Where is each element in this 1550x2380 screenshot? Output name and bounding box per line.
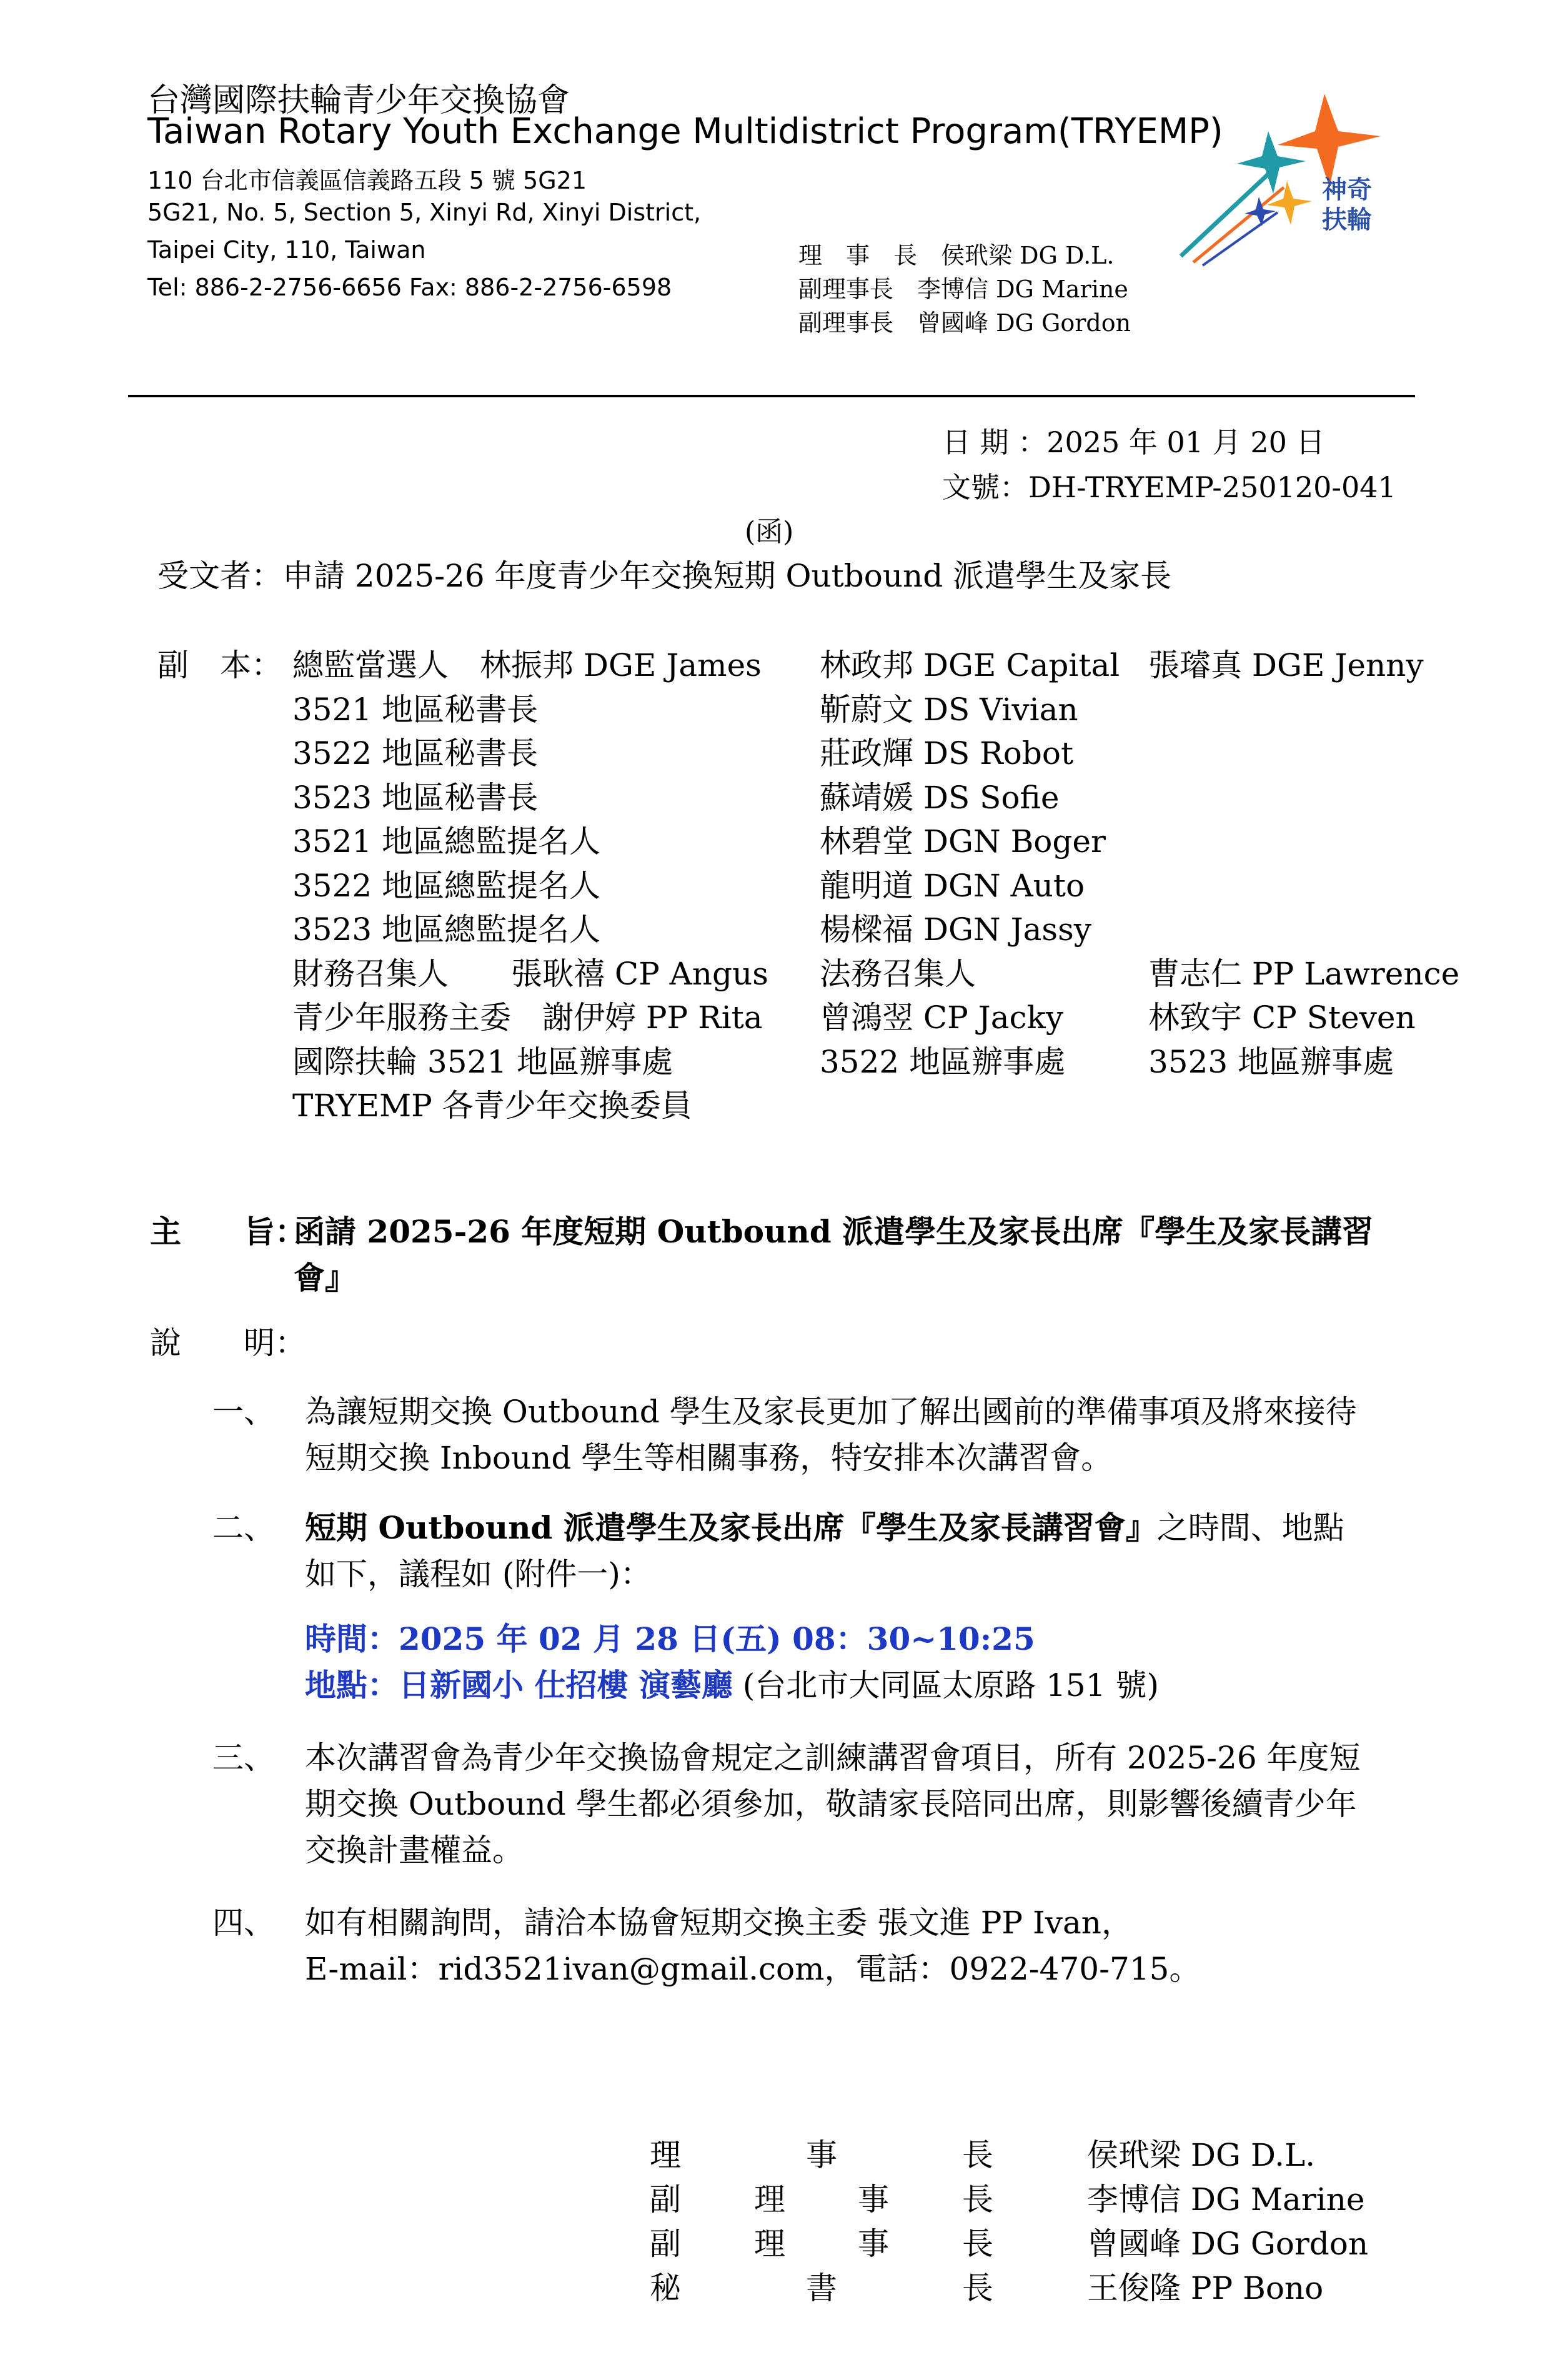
cc-entry: TRYEMP 各青少年交換委員 — [292, 1088, 692, 1124]
signature-title-char: 副 — [650, 2226, 681, 2262]
address-en-1: 5G21, No. 5, Section 5, Xinyi Rd, Xinyi District, — [147, 199, 702, 226]
item-2-line-1 — [305, 1503, 1344, 1548]
signature-title-char: 理 — [754, 2226, 785, 2262]
cc-entry: 法務召集人 — [820, 956, 976, 992]
cc-entry: 林致宇 CP Steven — [1148, 999, 1416, 1036]
item-4-number: 四、 — [212, 1905, 275, 1941]
cc-entry: 莊政輝 DS Robot — [820, 735, 1074, 771]
signature-title-char: 副 — [650, 2181, 681, 2218]
cc-entry: 蘇靖媛 DS Sofie — [820, 780, 1060, 816]
document-date: 日 期 ：2025 年 01 月 20 日 — [942, 425, 1325, 459]
item-2-rest-text: 之時間、地點 — [1156, 1510, 1344, 1546]
signature-title-char: 秘 — [650, 2270, 681, 2306]
cc-entry: 3522 地區秘書長 — [292, 735, 539, 771]
cc-entry: 林政邦 DGE Capital — [820, 647, 1120, 683]
rotary-logo — [1175, 87, 1399, 275]
event-place — [305, 1660, 1159, 1705]
signature-title-char: 理 — [650, 2137, 681, 2173]
document-type: (函) — [745, 516, 794, 548]
cc-label: 副 本： — [157, 647, 282, 683]
recipient: 受文者：申請 2025-26 年度青少年交換短期 Outbound 派遣學生及家長 — [157, 558, 1172, 594]
cc-entry: 3521 地區總監提名人 — [292, 823, 601, 860]
cc-entry: 3523 地區總監提名人 — [292, 911, 601, 948]
item-2-bold-text: 短期 Outbound 派遣學生及家長出席『學生及家長講習會』 — [305, 1509, 1157, 1546]
signature-title-char: 長 — [962, 2226, 993, 2262]
signature-name: 王俊隆 PP Bono — [1087, 2270, 1324, 2306]
subject-line-1: 函請 2025-26 年度短期 Outbound 派遣學生及家長出席『學生及家長講習 — [294, 1213, 1374, 1250]
cc-entry: 曾鴻翌 CP Jacky — [820, 999, 1064, 1036]
cc-entry: 曹志仁 PP Lawrence — [1148, 956, 1460, 992]
cc-entry: 財務召集人 張耿禧 CP Angus — [292, 956, 768, 992]
signature-title-char: 長 — [962, 2181, 993, 2218]
signature-title-char: 長 — [962, 2137, 993, 2173]
officer-vp-2: 副理事長 曾國峰 DG Gordon — [798, 309, 1131, 337]
item-3-number: 三、 — [212, 1740, 275, 1776]
item-1-line-1: 為讓短期交換 Outbound 學生及家長更加了解出國前的準備事項及將來接待 — [305, 1394, 1357, 1430]
cc-entry: 林碧堂 DGN Boger — [820, 823, 1106, 860]
event-time: 時間：2025 年 02 月 28 日(五) 08：30~10:25 — [305, 1620, 1035, 1657]
document-number: 文號：DH-TRYEMP-250120-041 — [942, 470, 1396, 504]
explain-label: 說 明： — [150, 1325, 306, 1361]
header-divider — [128, 395, 1415, 397]
subject-line-2: 會』 — [294, 1259, 356, 1296]
item-4-line-2: E-mail：rid3521ivan@gmail.com，電話：0922-470-715。 — [305, 1951, 1201, 1987]
cc-entry: 3522 地區辦事處 — [820, 1044, 1066, 1080]
signature-title-char: 書 — [806, 2270, 837, 2306]
address-en-2: Taipei City, 110, Taiwan — [147, 236, 426, 264]
event-place-name: 地點：日新國小 仕招樓 演藝廳 — [305, 1667, 733, 1703]
event-place-address: (台北市大同區太原路 151 號) — [732, 1667, 1159, 1703]
logo-text-line-2: 扶輪 — [1322, 206, 1372, 234]
signature-title-char: 長 — [962, 2270, 993, 2306]
signature-title-char: 事 — [858, 2226, 889, 2262]
cc-entry: 3523 地區辦事處 — [1148, 1044, 1394, 1080]
signature-title-char: 事 — [806, 2137, 837, 2173]
item-1-number: 一、 — [212, 1394, 275, 1430]
officer-vp-1: 副理事長 李博信 DG Marine — [798, 275, 1128, 303]
cc-entry: 靳蔚文 DS Vivian — [820, 692, 1078, 728]
item-4-line-1: 如有相關詢問，請洽本協會短期交換主委 張文進 PP Ivan， — [305, 1905, 1133, 1941]
cc-entry: 龍明道 DGN Auto — [820, 868, 1085, 904]
address-zh: 110 台北市信義區信義路五段 5 號 5G21 — [147, 167, 587, 194]
cc-entry: 國際扶輪 3521 地區辦事處 — [292, 1044, 673, 1080]
contact-info: Tel: 886-2-2756-6656 Fax: 886-2-2756-6598 — [147, 274, 672, 301]
subject-label: 主 旨： — [150, 1213, 306, 1250]
item-2-line-2: 如下，議程如 (附件一)： — [305, 1556, 652, 1592]
officer-president: 理 事 長 侯玳梁 DG D.L. — [798, 242, 1115, 269]
cc-entry: 張璿真 DGE Jenny — [1148, 647, 1424, 683]
logo-text — [1322, 175, 1372, 235]
item-3-line-2: 期交換 Outbound 學生都必須參加，敬請家長陪同出席，則影響後續青少年 — [305, 1786, 1357, 1822]
item-1-line-2: 短期交換 Inbound 學生等相關事務，特安排本次講習會。 — [305, 1440, 1113, 1476]
logo-text-line-1: 神奇 — [1322, 176, 1372, 204]
signature-title-char: 理 — [754, 2181, 785, 2218]
org-name-zh: 台灣國際扶輪青少年交換協會 — [147, 82, 570, 119]
item-3-line-3: 交換計畫權益。 — [305, 1832, 524, 1868]
cc-entry: 3523 地區秘書長 — [292, 780, 539, 816]
signature-name: 侯玳梁 DG D.L. — [1087, 2137, 1316, 2173]
signature-name: 李博信 DG Marine — [1087, 2181, 1365, 2218]
cc-entry: 青少年服務主委 謝伊婷 PP Rita — [292, 999, 763, 1036]
cc-entry: 3521 地區秘書長 — [292, 692, 539, 728]
cc-entry: 總監當選人 林振邦 DGE James — [292, 647, 762, 683]
signature-title-char: 事 — [858, 2181, 889, 2218]
cc-entry: 楊樑福 DGN Jassy — [820, 911, 1091, 948]
org-name-en: Taiwan Rotary Youth Exchange Multidistrict Program(TRYEMP) — [147, 111, 1223, 152]
signature-name: 曾國峰 DG Gordon — [1087, 2226, 1369, 2262]
cc-entry: 3522 地區總監提名人 — [292, 868, 601, 904]
item-3-line-1: 本次講習會為青少年交換協會規定之訓練講習會項目，所有 2025-26 年度短 — [305, 1740, 1361, 1776]
item-2-number: 二、 — [212, 1510, 275, 1546]
